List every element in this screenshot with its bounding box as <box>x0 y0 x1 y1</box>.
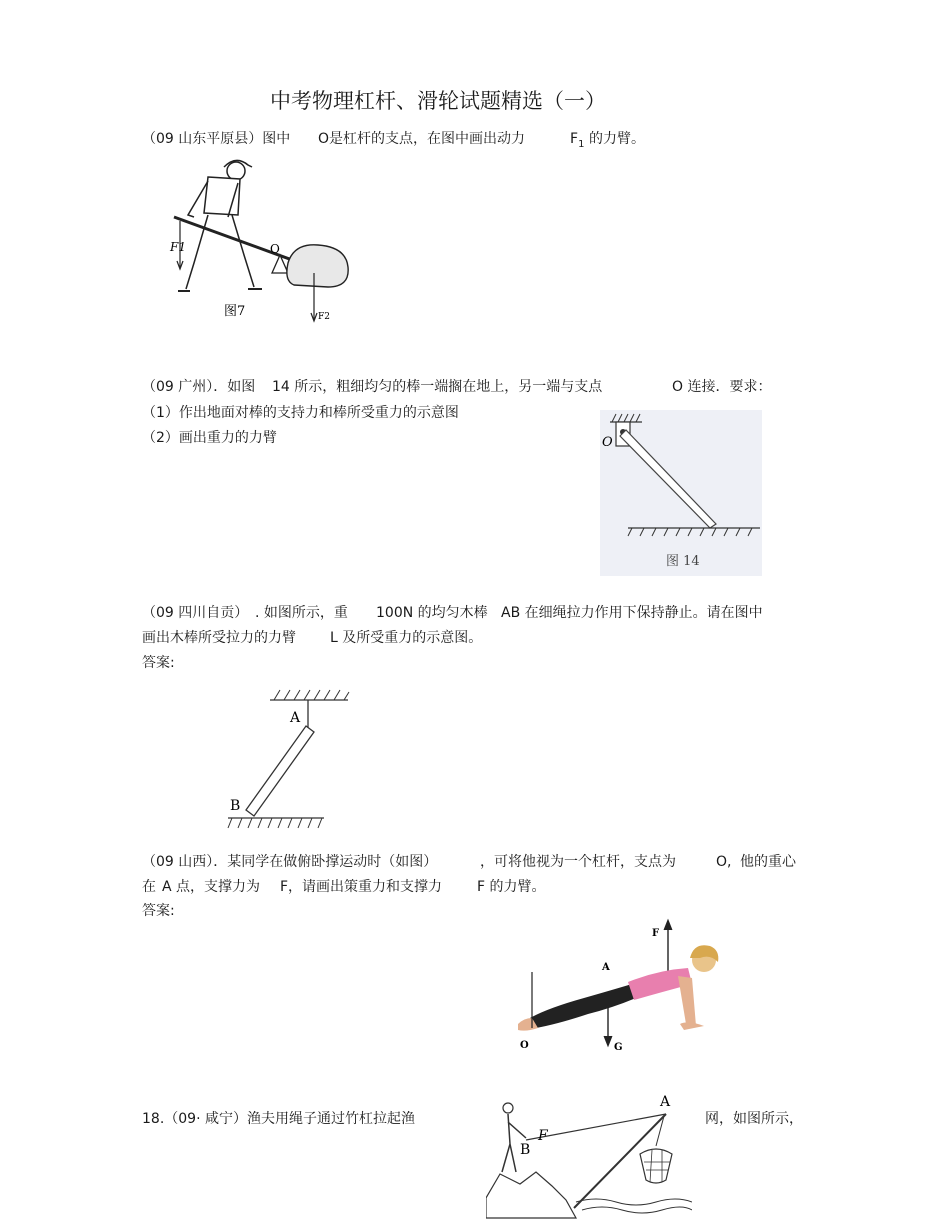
page-title: 中考物理杠杆、滑轮试题精选（一） <box>270 89 606 113</box>
stick-ab <box>246 726 314 816</box>
rocks <box>486 1172 576 1218</box>
person-arm <box>678 976 696 1026</box>
fig7-label-f1: F1 <box>170 240 186 254</box>
person-legs <box>530 984 636 1028</box>
ground-hatch <box>228 818 322 828</box>
g-arrow-head <box>604 1036 612 1046</box>
q4-text-b: ，可将他视为一个杠杆，支点为 <box>480 854 676 870</box>
fig7-label-f2: F2 <box>318 312 330 322</box>
fisher-label-a: A <box>660 1094 671 1110</box>
q1-text-b: O是杠杆的支点，在图中画出动力 <box>318 131 526 147</box>
q3-text-f: L 及所受重力的示意图。 <box>330 630 483 646</box>
q3-text-e: 画出木棒所受拉力的力臂 <box>142 630 296 646</box>
q2-item-1: （1）作出地面对棒的支持力和棒所受重力的示意图 <box>142 405 459 421</box>
pushup-label-o: O <box>520 1040 529 1051</box>
stick-label-a: A <box>290 710 301 726</box>
fisher-label-b: B <box>520 1142 531 1158</box>
q4-text-e: 在 <box>142 879 156 895</box>
q1-text-f <box>570 130 584 154</box>
worker-head <box>227 162 245 180</box>
fisher-head <box>503 1103 513 1113</box>
q4-text-h: F 的力臂。 <box>477 879 546 895</box>
ceiling-hatch <box>274 690 349 700</box>
q2-text-c: O 连接．要求： <box>672 379 772 395</box>
q5-figure-fisherman <box>486 1088 692 1220</box>
q4-answer-label: 答案: <box>142 903 175 919</box>
q3-text-a: （09 四川自贡） <box>142 605 249 621</box>
q4-text-a: （09 山西）．某同学在做俯卧撑运动时（如图） <box>142 854 438 870</box>
person-hand <box>680 1022 704 1030</box>
q3-text-b: . 如图所示，重 <box>255 605 348 621</box>
fig14-caption: 图 14 <box>666 554 700 569</box>
q3-text-c: 100N 的均匀木棒 <box>376 605 488 621</box>
fig7-label-o: O <box>270 242 280 256</box>
q2-item-2: （2）画出重力的力臂 <box>142 430 277 446</box>
fisher-label-f: F <box>538 1128 548 1144</box>
q5-text-a: 18.（09· 咸宁）渔夫用绳子通过竹杠拉起渔 <box>142 1111 415 1127</box>
q3-answer-label: 答案: <box>142 655 175 671</box>
worker-feet <box>178 289 262 291</box>
q1-figure-lever-worker <box>168 155 358 325</box>
pushup-label-g: G <box>614 1042 623 1053</box>
q4-text-c: O, <box>716 854 732 870</box>
q4-figure-pushup <box>508 914 724 1058</box>
f-arrow-head <box>664 920 672 930</box>
water <box>576 1199 692 1213</box>
q3-figure-stick <box>222 684 358 832</box>
q1-f-sub: 1 <box>578 138 585 150</box>
pushup-label-a: A <box>602 962 610 973</box>
q1-f-letter: F <box>570 131 579 147</box>
rock <box>287 245 348 287</box>
q1-text-c: 的力臂。 <box>589 131 645 147</box>
q2-text-b: 14 所示，粗细均匀的棒一端搁在地上，另一端与支点 <box>272 379 603 395</box>
stick-label-b: B <box>230 798 241 814</box>
q2-figure-rod <box>600 410 762 576</box>
q2-text-a: （09 广州）．如图 <box>142 379 256 395</box>
q5-text-b: 网，如图所示， <box>705 1111 803 1127</box>
q1-text-a: （09 山东平原县）图中 <box>142 131 291 147</box>
fig7-caption: 图7 <box>224 304 246 319</box>
q3-text-d: AB 在细绳拉力作用下保持静止。请在图中 <box>501 605 763 621</box>
pushup-label-f: F <box>652 928 660 939</box>
fishing-net <box>640 1149 672 1183</box>
q4-text-f: A 点，支撑力为 <box>162 879 261 895</box>
q4-text-g: F，请画出策重力和支撑力 <box>280 879 443 895</box>
q4-text-d: 他的重心 <box>740 854 796 870</box>
fig14-label-o: O <box>602 435 613 450</box>
